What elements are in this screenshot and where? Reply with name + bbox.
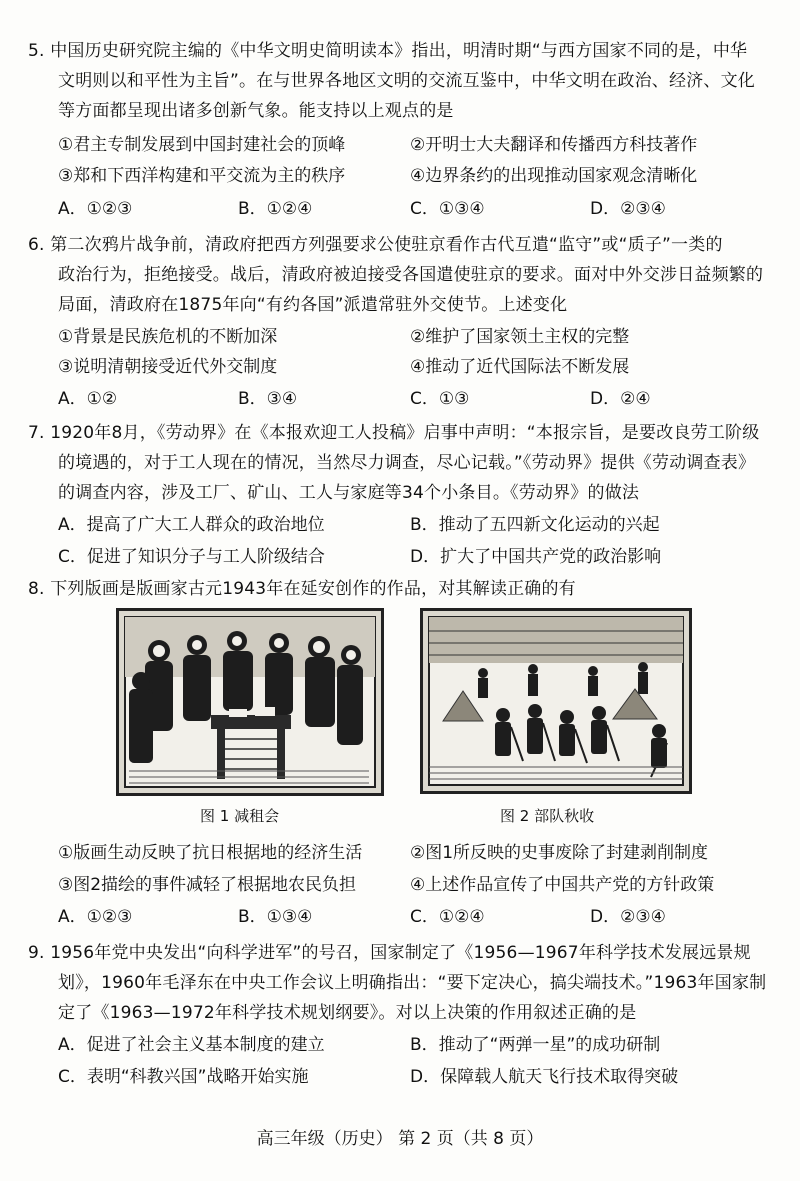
q9-choice-d[interactable]: D．保障载人航天飞行技术取得突破 [410,1067,679,1087]
q5-item-4: ④边界条约的出现推动国家观念清晰化 [410,166,698,186]
q8-stem-line-1: 8. 下列版画是版画家古元1943年在延安创作的作品，对其解读正确的有 [28,579,576,599]
figure-2-illustration [423,611,689,791]
q6-item-4: ④推动了近代国际法不断发展 [410,357,630,377]
q8-item-3: ③图2描绘的事件减轻了根据地农民负担 [58,875,357,895]
q8-item-1: ①版画生动反映了抗日根据地的经济生活 [58,843,363,863]
q6-choice-a[interactable]: A．①② [58,389,118,409]
q6-item-3: ③说明清朝接受近代外交制度 [58,357,278,377]
q6-stem-line-1: 6. 第二次鸦片战争前，清政府把西方列强要求公使驻京看作古代互遣“监守”或“质子”一类的 [28,235,723,255]
q6-choice-d[interactable]: D．②④ [590,389,651,409]
q5-stem-line-1: 5. 中国历史研究院主编的《中华文明史简明读本》指出，明清时期“与西方国家不同的是，中华 [28,41,748,61]
q9-stem-line-2: 划》，1960年毛泽东在中央工作会议上明确指出：“要下定决心，搞尖端技术。”1963年国家制 [58,973,767,993]
q9-choice-b[interactable]: B．推动了“两弹一星”的成功研制 [410,1035,661,1055]
q9-choice-c[interactable]: C．表明“科教兴国”战略开始实施 [58,1067,309,1087]
q5-stem-line-2: 文明则以和平性为主旨”。在与世界各地区文明的交流互鉴中，中华文明在政治、经济、文化 [58,71,756,91]
q5-choice-c[interactable]: C．①③④ [410,199,485,219]
page-footer: 高三年级（历史） 第 2 页（共 8 页） [256,1129,544,1149]
figure-1-illustration [119,611,381,793]
q8-choice-b[interactable]: B．①③④ [238,907,313,927]
q5-stem-line-3: 等方面都呈现出诸多创新气象。能支持以上观点的是 [58,101,454,121]
q6-stem-line-2: 政治行为，拒绝接受。战后，清政府被迫接受各国遣使驻京的要求。面对中外交涉日益频繁的 [58,265,764,285]
q6-item-2: ②维护了国家领土主权的完整 [410,327,630,347]
q8-item-4: ④上述作品宣传了中国共产党的方针政策 [410,875,715,895]
q5-item-1: ①君主专制发展到中国封建社会的顶峰 [58,135,346,155]
q6-stem-line-3: 局面，清政府在1875年向“有约各国”派遣常驻外交使节。上述变化 [58,295,568,315]
q9-stem-line-1: 9. 1956年党中央发出“向科学进军”的号召，国家制定了《1956—1967年科学技术发展远景规 [28,943,751,963]
q5-choice-d[interactable]: D．②③④ [590,199,666,219]
q6-choice-c[interactable]: C．①③ [410,389,470,409]
figure-2-caption: 图 2 部队秋收 [500,807,595,825]
figure-1-woodcut [116,608,384,796]
q8-item-2: ②图1所反映的史事废除了封建剥削制度 [410,843,709,863]
q9-stem-line-3: 定了《1963—1972年科学技术规划纲要》。对以上决策的作用叙述正确的是 [58,1003,637,1023]
q5-choice-a[interactable]: A．①②③ [58,199,133,219]
q7-stem-line-3: 的调查内容，涉及工厂、矿山、工人与家庭等34个小条目。《劳动界》的做法 [58,483,640,503]
q6-item-1: ①背景是民族危机的不断加深 [58,327,278,347]
figure-1-caption: 图 1 减租会 [200,807,280,825]
q5-item-2: ②开明士大夫翻译和传播西方科技著作 [410,135,698,155]
q7-choice-d[interactable]: D．扩大了中国共产党的政治影响 [410,547,662,567]
q6-choice-b[interactable]: B．③④ [238,389,298,409]
figure-2-woodcut [420,608,692,794]
q8-choice-c[interactable]: C．①②④ [410,907,485,927]
q7-choice-b[interactable]: B．推动了五四新文化运动的兴起 [410,515,660,535]
q7-choice-c[interactable]: C．促进了知识分子与工人阶级结合 [58,547,325,567]
q5-choice-b[interactable]: B．①②④ [238,199,313,219]
q8-choice-a[interactable]: A．①②③ [58,907,133,927]
q9-choice-a[interactable]: A．促进了社会主义基本制度的建立 [58,1035,325,1055]
q8-choice-d[interactable]: D．②③④ [590,907,666,927]
q5-item-3: ③郑和下西洋构建和平交流为主的秩序 [58,166,346,186]
q7-stem-line-2: 的境遇的，对于工人现在的情况，当然尽力调查，尽心记载。”《劳动界》提供《劳动调查表》 [58,453,756,473]
q7-stem-line-1: 7. 1920年8月，《劳动界》在《本报欢迎工人投稿》启事中声明：“本报宗旨，是要改良劳工阶级 [28,423,760,443]
q7-choice-a[interactable]: A．提高了广大工人群众的政治地位 [58,515,325,535]
